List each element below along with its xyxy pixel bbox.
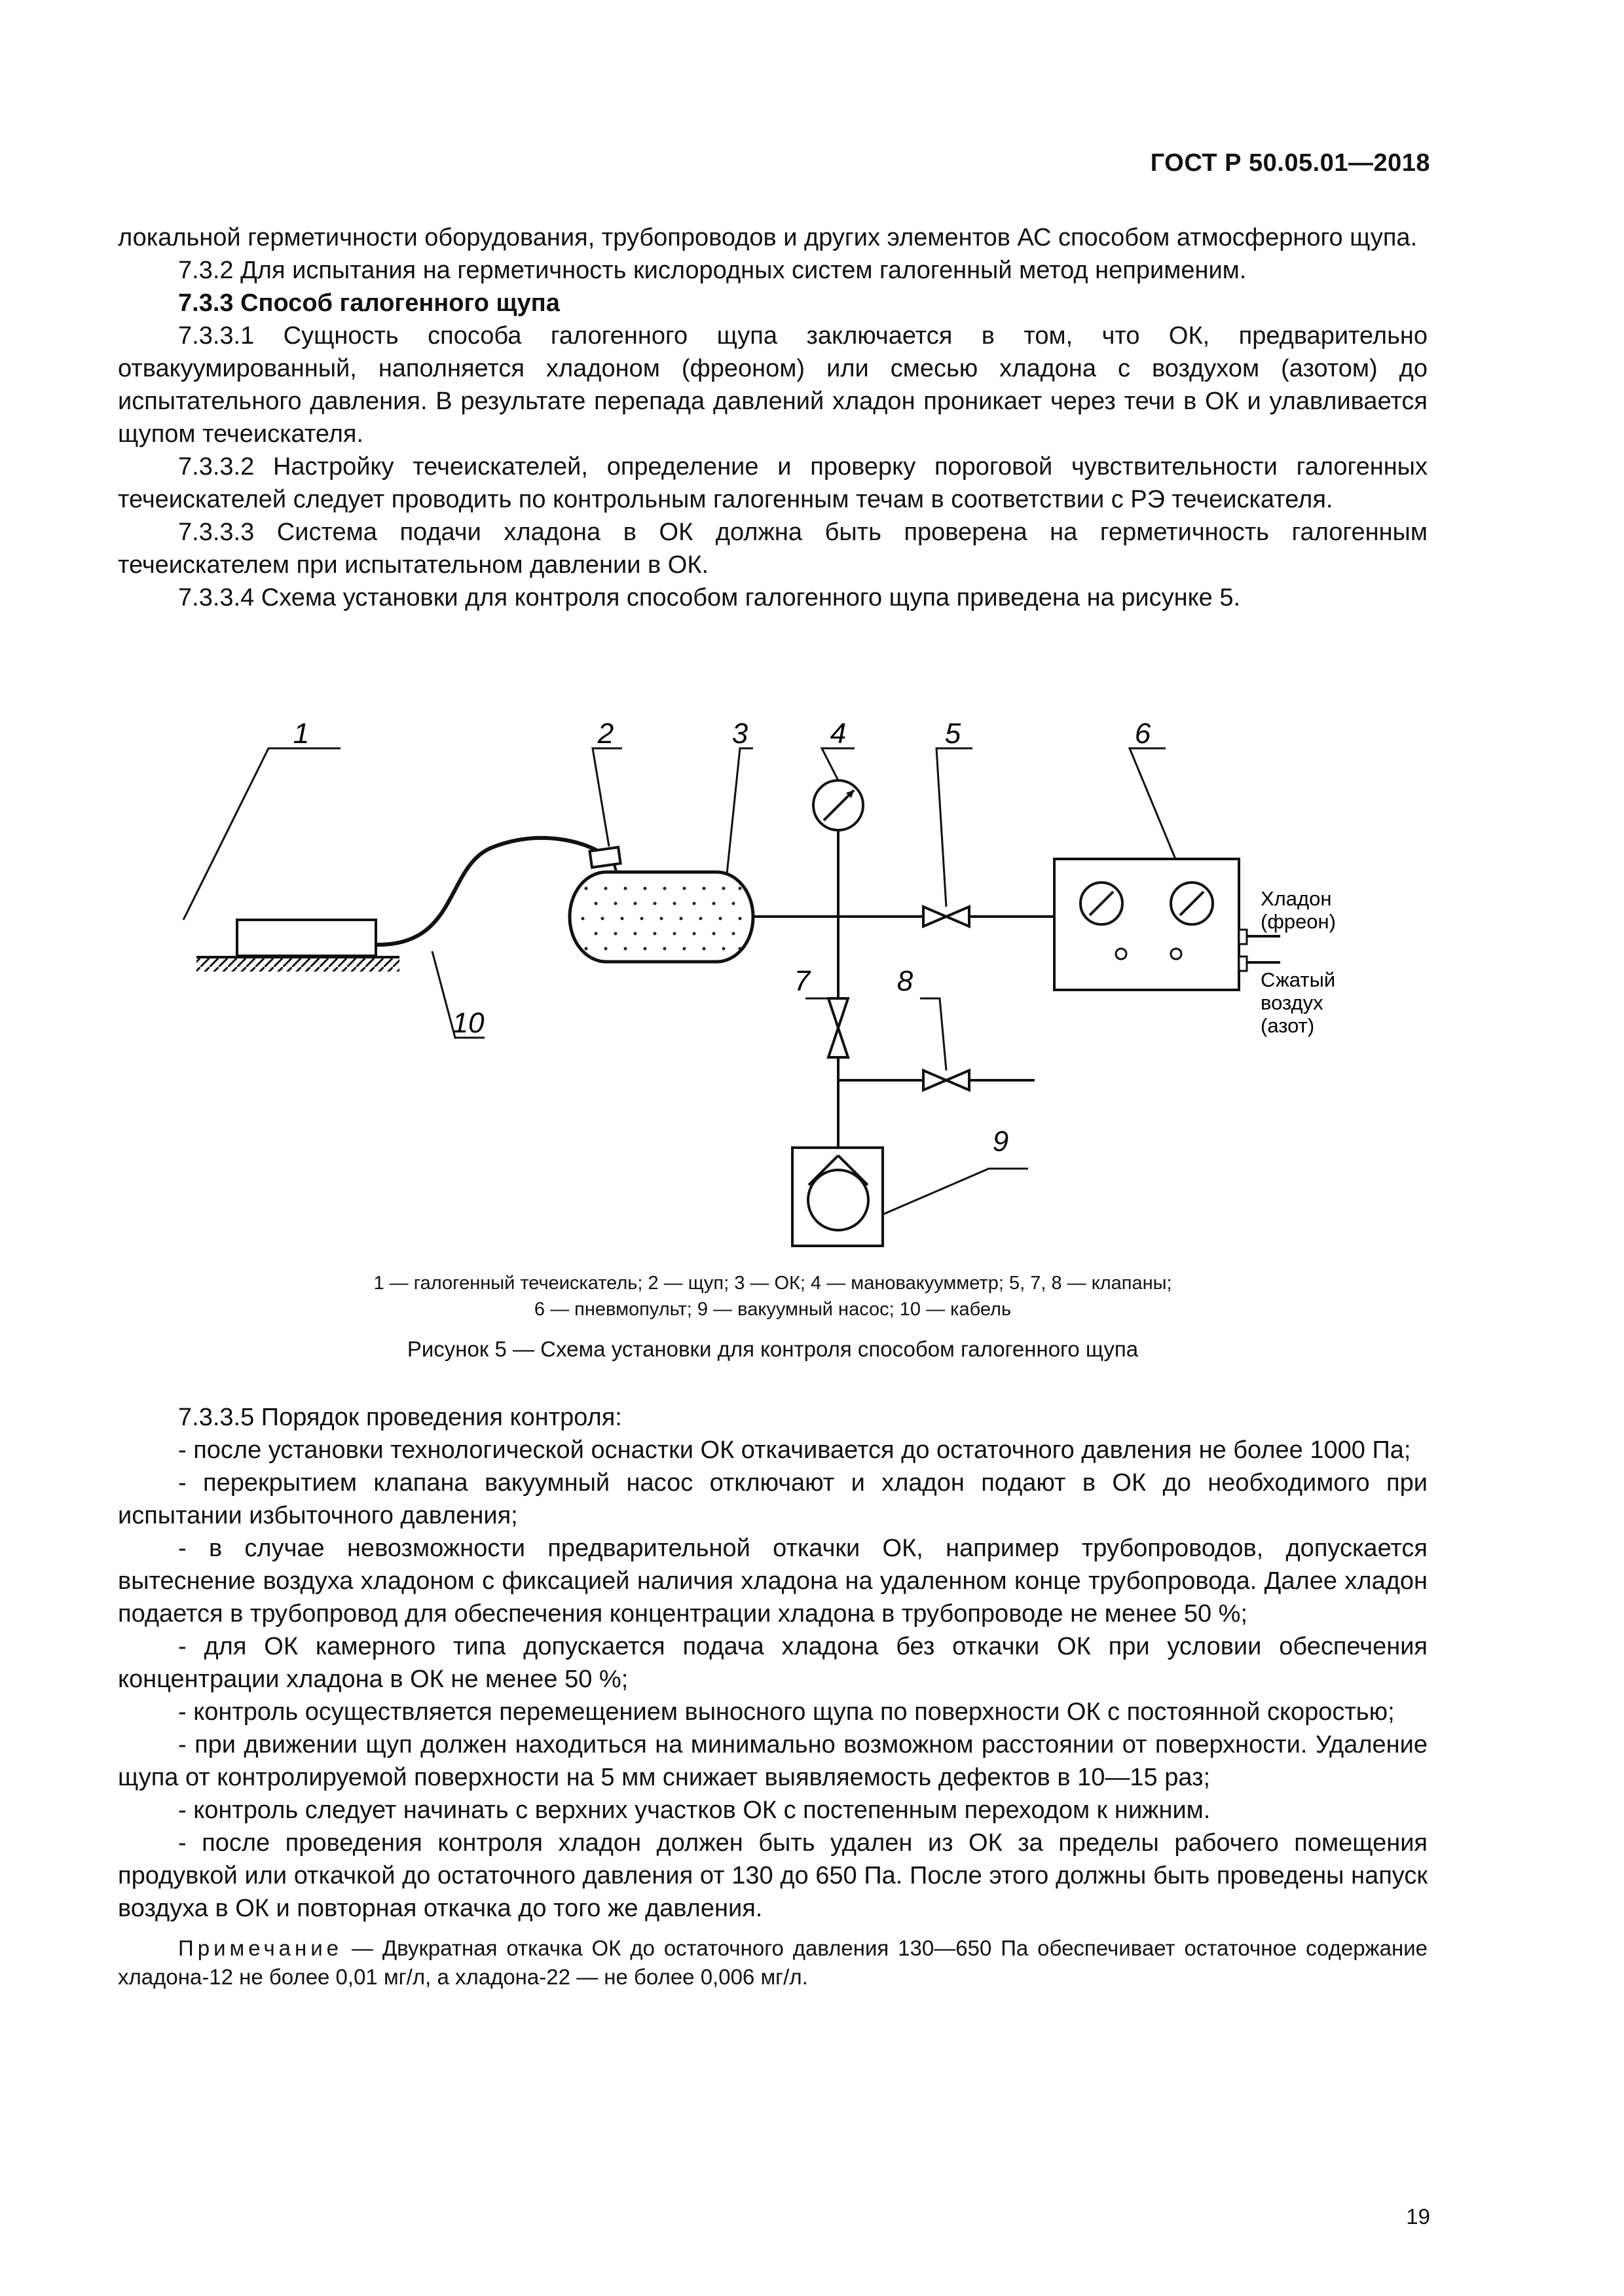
callout-4: 4 xyxy=(830,718,847,750)
paragraph-7-3-2: 7.3.2 Для испытания на герметичность кислородных систем галогенный метод неприменим. xyxy=(178,257,1247,284)
document-header: ГОСТ Р 50.05.01—2018 xyxy=(1150,149,1430,177)
paragraph-7-3-3-5: 7.3.3.5 Порядок проведения контроля: xyxy=(178,1404,622,1431)
valve-7 xyxy=(828,998,848,1057)
air-label-line2: воздух xyxy=(1261,991,1323,1014)
callout-7: 7 xyxy=(794,965,811,997)
list-item: - контроль осуществляется перемещением выносного щупа по поверхности ОК с постоянной скоростью; xyxy=(178,1698,1395,1726)
paragraph-7-3-3-2: 7.3.3.2 Настройку течеискателей, определение и проверку пороговой чувствительности галогенных течеискателей следует проводить по контрольным галогенным течам в соответствии с РЭ течеискателя. xyxy=(118,453,1428,513)
air-label-line1: Сжатый xyxy=(1261,968,1336,991)
list-item: - после проведения контроля хладон должен быть удален из ОК за пределы рабочего помещения продувкой или откачкой до остаточного давления от 130 до 650 Па. После этого должны быть проведены напуск воздуха в ОК и повторная откачка до того же давления. xyxy=(118,1829,1428,1922)
callout-10: 10 xyxy=(452,1007,485,1039)
freon-label-line2: (фреон) xyxy=(1261,910,1336,933)
callout-2: 2 xyxy=(597,718,614,750)
test-object-vessel xyxy=(570,872,753,962)
callout-9: 9 xyxy=(992,1125,1009,1157)
paragraph-7-3-3-3: 7.3.3.3 Система подачи хладона в ОК должна быть проверена на герметичность галогенным течеискателем при испытательном давлении в ОК. xyxy=(118,519,1428,579)
list-item: - при движении щуп должен находиться на минимально возможном расстоянии от поверхности. Удаление щупа от контролируемой поверхности на 5 мм снижает выявляемость дефектов в 10—15 раз; xyxy=(118,1731,1428,1791)
list-item: - после установки технологической оснастки ОК откачивается до остаточного давления не более 1000 Па; xyxy=(178,1436,1411,1464)
cable-line xyxy=(376,838,601,945)
note-text: — Двукратная откачка ОК до остаточного давления 130—650 Па обеспечивает остаточное содержание хладона-12 не более 0,01 мг/л, а хладона-22 — не более 0,006 мг/л. xyxy=(118,1936,1428,1989)
section-heading-7-3-3: 7.3.3 Способ галогенного щупа xyxy=(178,289,560,317)
leak-detector xyxy=(196,920,399,972)
list-item: - контроль следует начинать с верхних участков ОК с постепенным переходом к нижним. xyxy=(178,1796,1211,1824)
bottom-text-block xyxy=(118,1401,1428,1925)
figure-legend xyxy=(118,1270,1428,1322)
air-label-line3: (азот) xyxy=(1261,1014,1315,1037)
note-label: Примечание xyxy=(178,1936,343,1960)
pneumatic-control-panel xyxy=(1054,859,1247,990)
valve-5 xyxy=(923,907,969,926)
paragraph-7-3-3-1: 7.3.3.1 Сущность способа галогенного щупа заключается в том, что ОК, предварительно отвакуумированный, наполняется хладоном (фреоном) или смесью хладона с воздухом (азотом) до испытательного давления. В результате перепада давлений хладон проникает через течи в ОК и улавливается щупом течеискателя. xyxy=(118,322,1428,448)
list-item: - в случае невозможности предварительной откачки ОК, например трубопроводов, допускается вытеснение воздуха хладоном с фиксацией наличия хладона на удаленном конце трубопровода. Далее хладон подается в трубопровод для обеспечения концентрации хладона в трубопроводе не менее 50 %; xyxy=(118,1535,1428,1628)
top-text-block xyxy=(118,221,1428,614)
valve-8 xyxy=(923,1070,969,1090)
paragraph-7-3-3-4: 7.3.3.4 Схема установки для контроля способом галогенного щупа приведена на рисунке 5. xyxy=(178,584,1241,611)
figure-legend-line2: 6 — пневмопульт; 9 — вакуумный насос; 10 — кабель xyxy=(534,1299,1012,1320)
page-number: 19 xyxy=(1406,2204,1430,2229)
manovacuummeter-gauge xyxy=(813,780,863,830)
leader-lines xyxy=(183,748,1175,1214)
figure-caption: Рисунок 5 — Схема установки для контроля способом галогенного щупа xyxy=(407,1337,1139,1361)
installation-diagram xyxy=(118,710,1428,1260)
paragraph-continuation: локальной герметичности оборудования, трубопроводов и других элементов АС способом атмосферного щупа. xyxy=(118,224,1418,251)
callout-5: 5 xyxy=(944,718,961,750)
callout-8: 8 xyxy=(896,965,913,997)
callout-1: 1 xyxy=(293,718,310,750)
vacuum-pump xyxy=(792,1148,883,1246)
list-item: - перекрытием клапана вакуумный насос отключают и хладон подают в ОК до необходимого при испытании избыточного давления; xyxy=(118,1469,1428,1529)
freon-label-line1: Хладон xyxy=(1261,887,1332,910)
list-item: - для ОК камерного типа допускается подача хладона без откачки ОК при условии обеспечения концентрации хладона в ОК не менее 50 %; xyxy=(118,1633,1428,1693)
callout-3: 3 xyxy=(731,718,748,750)
figure-legend-line1: 1 — галогенный течеискатель; 2 — щуп; 3 — ОК; 4 — мановакуумметр; 5, 7, 8 — клапаны; xyxy=(373,1273,1172,1294)
callout-6: 6 xyxy=(1134,718,1151,750)
note-block xyxy=(118,1934,1428,1992)
